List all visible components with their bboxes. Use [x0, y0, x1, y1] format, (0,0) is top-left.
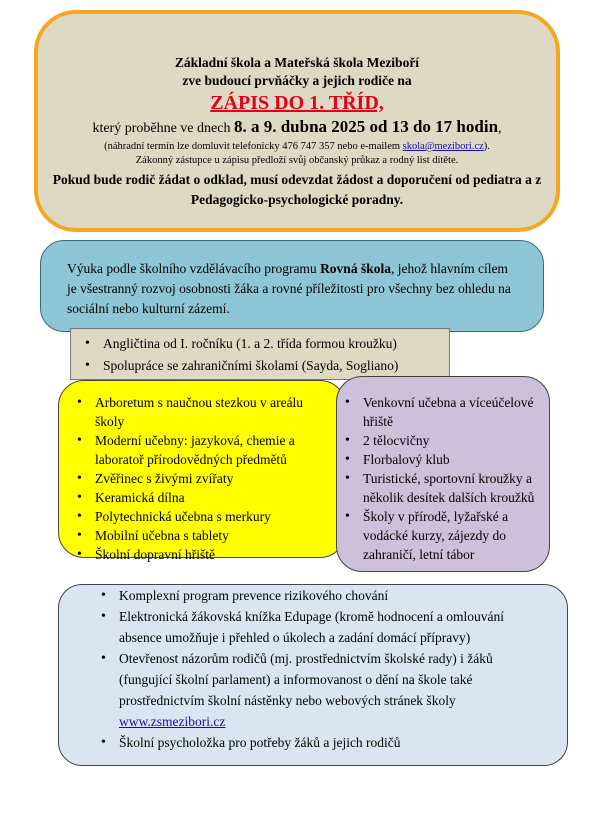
openness-text: Otevřenost názorům rodičů (mj. prostřednictvím školské rady) i žáků (fungující školní parlament) a informovanost o dění na škole také prostřednictvím školní nástěnky nebo webových stránek školy [119, 651, 493, 708]
invitation-line: zve budoucí prvňáčky a jejich rodiče na [182, 73, 412, 88]
list-item: • Venkovní učebna a víceúčelové hřiště [345, 393, 539, 431]
list-item: • Moderní učebny: jazyková, chemie a laboratoř přírodovědných předmětů [77, 431, 335, 469]
languages-box [70, 328, 450, 380]
alt-term-suffix: ). [483, 141, 490, 152]
enrollment-date [38, 116, 556, 140]
alternative-term [38, 140, 556, 154]
list-item: • 2 tělocvičny [345, 431, 539, 450]
activities-list [345, 393, 539, 564]
facilities-list [77, 393, 335, 564]
program-text-before: Výuka podle školního vzdělávacího programu [67, 261, 317, 276]
school-website-link[interactable]: www.zsmezibori.cz [119, 714, 226, 729]
program-box [40, 240, 544, 332]
date-suffix: , [498, 121, 502, 136]
legal-note: Zákonný zástupce u zápisu předloží svůj občanský průkaz a rodný list dítěte. [135, 155, 459, 166]
list-item: • Keramická dílna [77, 488, 335, 507]
date-bold: 8. a 9. dubna 2025 od 13 do 17 hodin [233, 117, 499, 136]
list-item: • Školní dopravní hřiště [77, 545, 335, 564]
extras-box [58, 584, 568, 766]
list-item: • Mobilní učebna s tablety [77, 526, 335, 545]
school-email-link[interactable]: skola@mezibori.cz [402, 141, 484, 152]
program-name: Rovná škola [320, 261, 391, 276]
deferral-warning: Pokud bude rodič žádat o odklad, musí odevzdat žádost a doporučení od pediatra a z Pedagogicko-psychologické poradny. [52, 172, 542, 207]
list-item: • Arboretum s naučnou stezkou v areálu školy [77, 393, 335, 431]
list-item: • Polytechnická učebna s merkury [77, 507, 335, 526]
languages-list [85, 333, 441, 377]
list-item: • Školy v přírodě, lyžařské a vodácké kurzy, zájezdy do zahraničí, letní tábor [345, 507, 539, 564]
invitation-header-box [34, 10, 560, 232]
alt-term-text: (náhradní termín lze domluvit telefonicky 476 747 357 nebo e-mailem [104, 141, 401, 152]
activities-box [336, 376, 550, 572]
list-item: • Školní psycholožka pro potřeby žáků a jejich rodičů [101, 732, 539, 753]
list-item [101, 648, 539, 732]
facilities-box [58, 380, 346, 562]
list-item: • Komplexní program prevence rizikového chování [101, 585, 539, 606]
program-text-after: , jehož hlavním cílem je všestranný rozvoj osobnosti žáka a rovné příležitosti pro všechny bez ohledu na sociální nebo kulturní zázemí. [67, 261, 511, 316]
enrollment-headline: ZÁPIS DO 1. TŘÍD, [210, 92, 384, 114]
list-item: • Spolupráce se zahraničními školami (Sayda, Sogliano) [85, 355, 441, 377]
list-item: • Turistické, sportovní kroužky a několik desítek dalších kroužků [345, 469, 539, 507]
date-prefix: který proběhne ve dnech [92, 121, 231, 136]
list-item: • Elektronická žákovská knížka Edupage (kromě hodnocení a omlouvání absence umožňuje i přehled o úkolech a zadání domácí přípravy) [101, 606, 539, 648]
school-name: Základní škola a Mateřská škola Meziboří [174, 55, 420, 70]
extras-list [101, 585, 539, 753]
list-item: • Zvěřinec s živými zvířaty [77, 469, 335, 488]
list-item: • Angličtina od I. ročníku (1. a 2. třída formou kroužku) [85, 333, 441, 355]
list-item: • Florbalový klub [345, 450, 539, 469]
